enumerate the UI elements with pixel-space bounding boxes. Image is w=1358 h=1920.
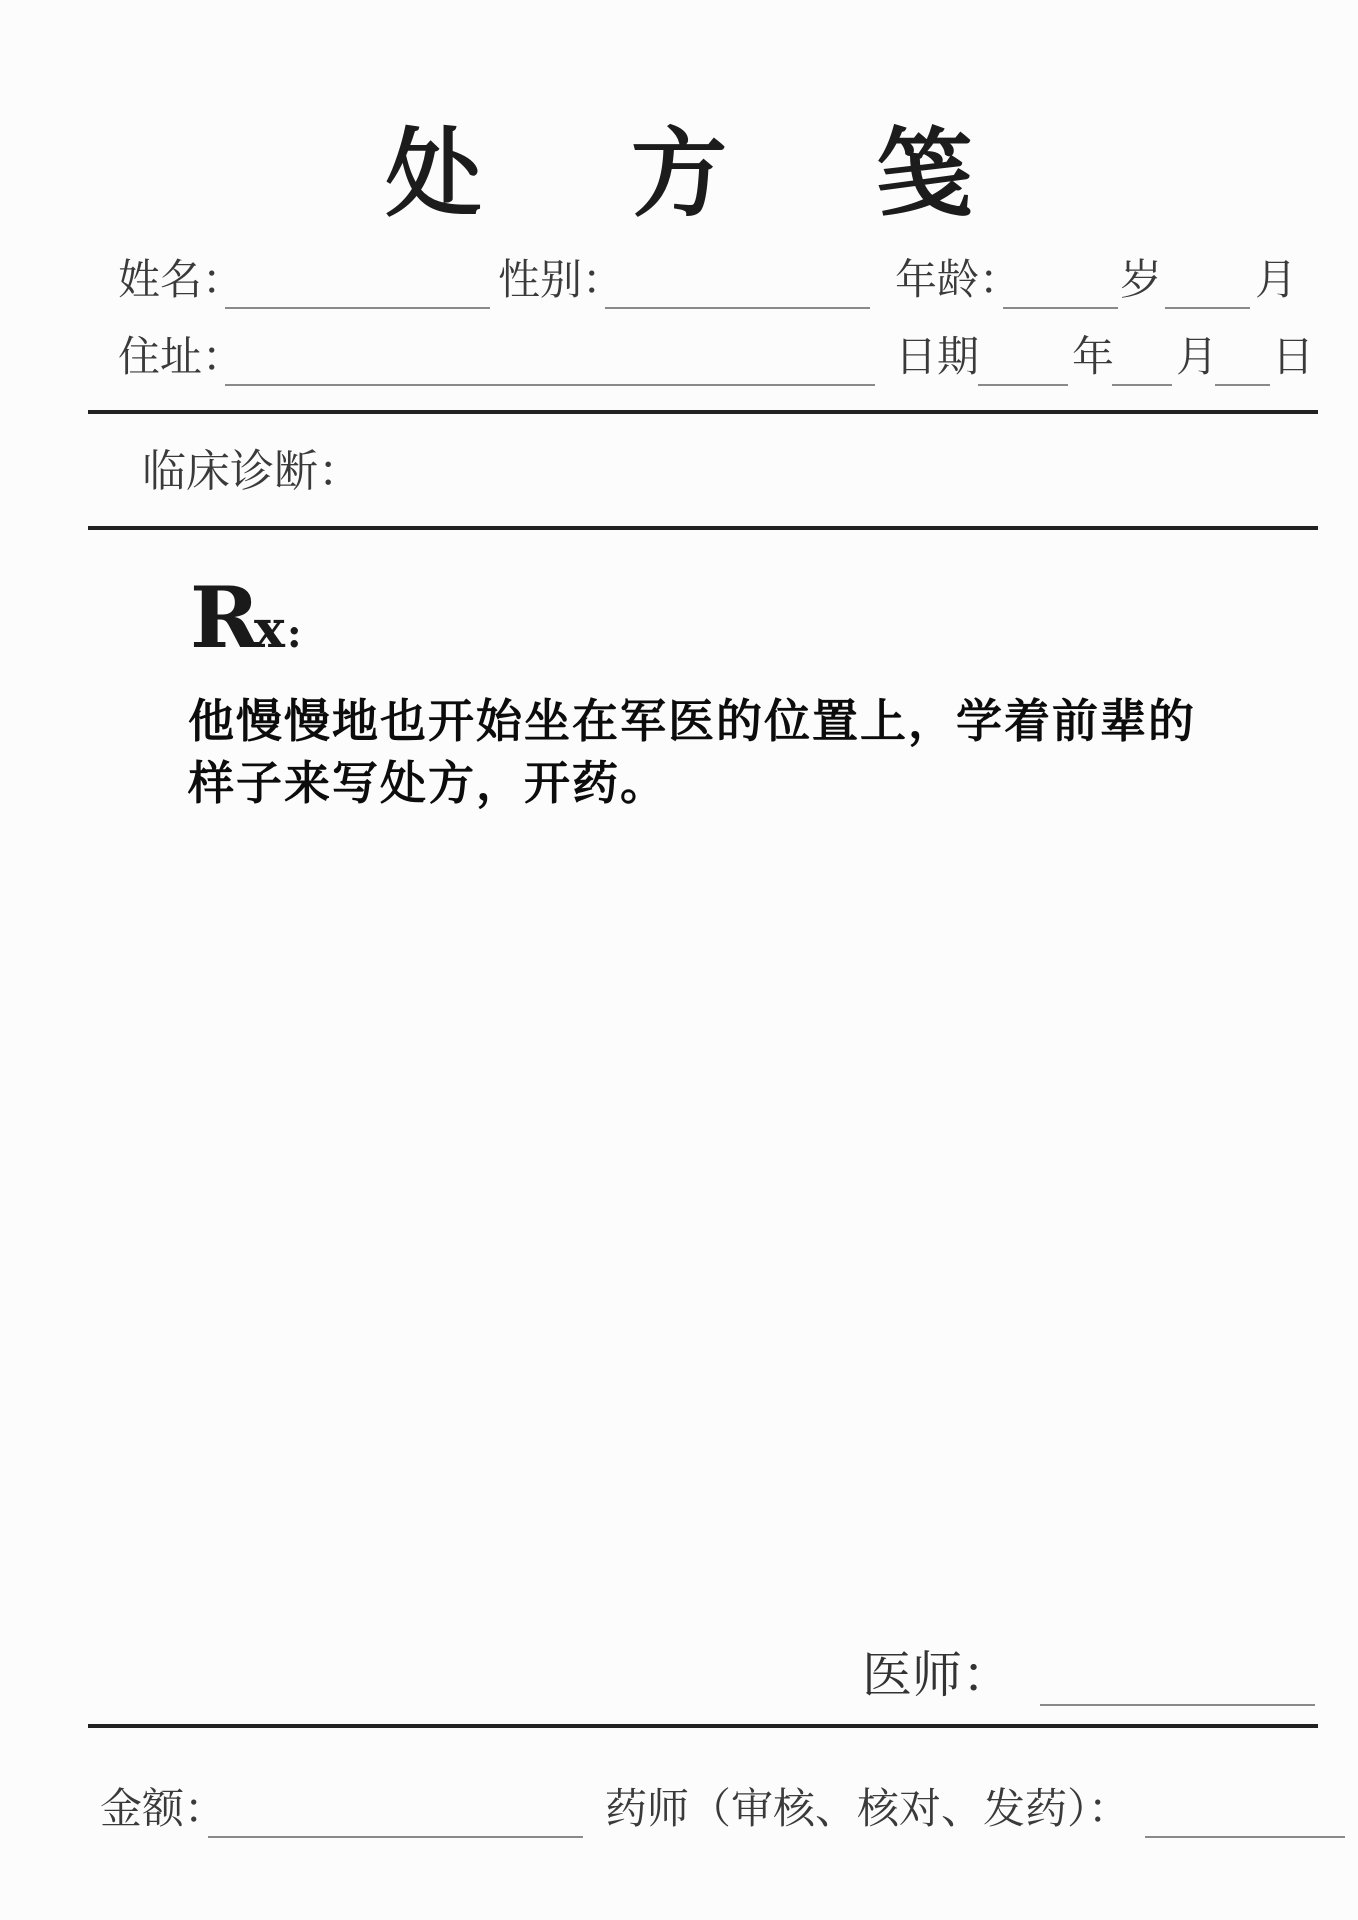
address-field[interactable] bbox=[225, 384, 875, 386]
pharmacist-label: 药师（审核、核对、发药）： bbox=[605, 1784, 1131, 1833]
age-month-unit: 月 bbox=[1255, 255, 1298, 304]
date-month-unit: 月 bbox=[1176, 332, 1219, 381]
diagnosis-divider bbox=[88, 526, 1318, 530]
gender-field[interactable] bbox=[605, 307, 870, 309]
age-months-field[interactable] bbox=[1165, 307, 1250, 309]
amount-label: 金额： bbox=[100, 1784, 227, 1833]
doctor-label: 医师： bbox=[862, 1646, 1012, 1704]
form-title: 处 方 笺 bbox=[385, 117, 1031, 230]
doctor-signature-field[interactable] bbox=[1040, 1704, 1315, 1706]
prescription-content: 他慢慢地也开始坐在军医的位置上，学着前辈的样子来写处方，开药。 bbox=[188, 694, 1196, 810]
age-years-field[interactable] bbox=[1003, 307, 1118, 309]
date-day-field[interactable] bbox=[1215, 384, 1270, 386]
gender-label: 性别： bbox=[498, 255, 625, 304]
date-year-field[interactable] bbox=[978, 384, 1068, 386]
pharmacist-field[interactable] bbox=[1145, 1836, 1345, 1838]
date-month-field[interactable] bbox=[1112, 384, 1172, 386]
rx-symbol: Rx : bbox=[190, 568, 302, 667]
address-label: 住址： bbox=[118, 332, 245, 381]
diagnosis-label: 临床诊断： bbox=[142, 446, 362, 497]
age-year-unit: 岁 bbox=[1120, 255, 1163, 304]
amount-field[interactable] bbox=[208, 1836, 583, 1838]
date-day-unit: 日 bbox=[1272, 332, 1315, 381]
date-label: 日期 bbox=[895, 332, 980, 381]
footer-divider bbox=[88, 1724, 1318, 1728]
name-field[interactable] bbox=[225, 307, 490, 309]
age-label: 年龄： bbox=[895, 255, 1022, 304]
header-divider bbox=[88, 410, 1318, 414]
name-label: 姓名： bbox=[118, 255, 245, 304]
date-year-unit: 年 bbox=[1072, 332, 1115, 381]
